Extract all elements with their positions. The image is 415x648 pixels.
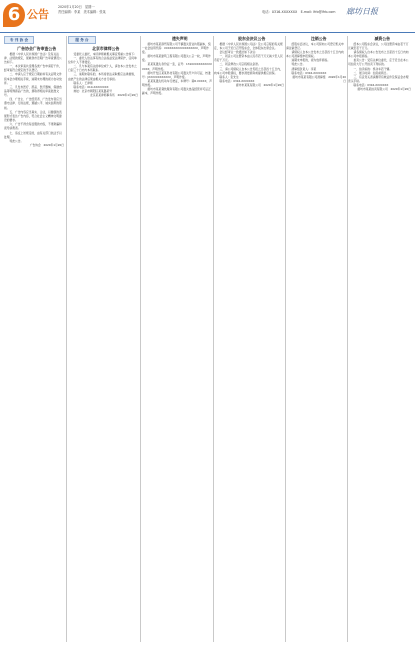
notice-paragraph: 二、同意修改公司章程相关条款。	[219, 62, 261, 67]
notice-paragraph: 请债权人自本公告发布之日起四十五日内向本公司清算组申报债权。	[286, 49, 344, 59]
column-tag: 服 务 台	[68, 36, 96, 44]
notice-title: 遗失声明	[171, 36, 188, 41]
notice-paragraph: 特此公告。	[291, 62, 306, 67]
notice-signature: 廊坊市某某有限公司清算组 2020年1月20日	[292, 74, 346, 83]
notice-paragraph: 逾期未申报的，视为放弃债权。	[291, 58, 330, 63]
notice-paragraph: 联系电话：0316-XXXXXXX	[219, 79, 255, 83]
column-3	[142, 36, 212, 644]
notice-paragraph: 特此公告。	[9, 138, 24, 143]
column-1	[4, 36, 64, 644]
notice-paragraph: 地址：北京市朝阳区某某路某号	[73, 89, 112, 93]
notice-paragraph: 二、申请人应于规定日期前持有关证明文件到本会办理相关手续，逾期未办理的视为自动放弃。	[4, 72, 62, 85]
notice-paragraph: 经股东会决议，本公司拟向公司登记机关申请注销登记。	[286, 41, 344, 50]
notice-paragraph: 一、拍卖标的：机动车若干辆。	[353, 66, 392, 71]
header-meta	[58, 5, 106, 14]
column-tag: 专 刊 协 会	[4, 36, 34, 44]
notice-paragraph: 廊坊市某某餐饮服务有限公司遗失食品经营许可证正副本，声明作废。	[142, 87, 211, 96]
notice-paragraph: 清算组负责人：李某	[291, 66, 317, 71]
notice-title: 减资公告	[374, 36, 391, 41]
notice-signature: 北京某某律师事务所 2020年1月20日	[90, 93, 138, 98]
column-divider	[66, 36, 67, 642]
notice-paragraph: 三、逾期未联系的，本所将依法采取相应法律措施，由此产生的法律后果由相关方自行承担。	[68, 72, 137, 81]
notice-paragraph: 二、展示时间：拍卖前两日。	[353, 70, 390, 75]
notice-paragraph: 拍卖公告：受有关单位委托，定于近日在本公司拍卖大厅公开拍卖下列标的。	[348, 58, 409, 67]
section-title: 公告	[27, 8, 49, 21]
notice-paragraph: 某某某遗失机动车行驶证，车牌号：冀R·XXXXX，声明作废。	[142, 79, 212, 88]
notice-title: 北京市律师公告	[92, 46, 120, 51]
notice-paragraph: 廊坊市某某商贸有限公司不慎遗失营业执照副本，统一社会信用代码：XXXXXXXXXXXXXXXXXX，声明作废。	[142, 41, 211, 54]
notice-paragraph: 一、同意公司注册资本由人民币若干万元减少至人民币若干万元。	[214, 54, 283, 63]
notice-paragraph: 联系人：张先生	[219, 74, 239, 79]
notice-paragraph: 请各债权人自本公告发布之日起四十五日内向本公司申报债权。	[348, 49, 409, 59]
notice-title: 注销公告	[310, 36, 327, 41]
notice-paragraph: 经本公司股东会决议，公司注册资本由若干万元减至若干万元。	[348, 41, 409, 50]
notice-paragraph: 联系人：王律师	[73, 80, 93, 85]
notice-signature: 廊坊市某某拍卖有限公司 2020年1月20日	[357, 87, 411, 92]
column-6	[348, 36, 411, 644]
notice-title: 股东会决议公告	[238, 36, 266, 41]
column-4	[214, 36, 284, 644]
notice-paragraph: 联系电话：0316-XXXXXXX	[353, 83, 389, 88]
header-contact: 电话：0316-XXXXXXX E-mail: lfrb@lfrb.com	[262, 10, 336, 14]
column-2	[68, 36, 138, 644]
column-divider	[140, 36, 141, 642]
notice-paragraph: 根据《中华人民共和国公司法》及公司章程的有关规定，本公司于近日召开股东会，全体股东出席会议。	[214, 41, 283, 50]
notice-paragraph: 受委托人委托，本所律师就相关事宜郑重公告如下：	[73, 51, 137, 56]
notice-signature: 广告协会 2020年1月20日	[29, 143, 64, 148]
notice-paragraph: 根据《中华人民共和国广告法》及有关法律、法规的规定，现就我市近期广告审查情况公告如下。	[4, 51, 62, 64]
notice-paragraph: 廊坊开发区某某科技有限公司遗失开户许可证，核准号：JXXXXXXXXXXXX，声明作废。	[142, 70, 211, 79]
notice-paragraph: 三、凡发布医疗、药品、医疗器械、保健食品等特殊商品广告的，须取得相关审查批准文号。	[4, 84, 62, 98]
notice-paragraph: 廊坊市某某建筑工程有限公司遗失公章一枚，声明作废。	[142, 54, 211, 63]
newspaper-brand: 廊坊日报	[346, 7, 378, 16]
notice-paragraph: 二、凡与本案有关的单位或个人，请自本公告发布之日起三十日内与本所联系。	[68, 64, 137, 73]
notice-paragraph: 联系电话：0316-XXXXXXX	[291, 70, 327, 75]
header-meta-line: 2020年1月20日 星期一	[58, 5, 95, 9]
header-divider	[0, 32, 415, 33]
notice-paragraph: 三、有意竞买者请携带有效证件及保证金办理竞买手续。	[348, 74, 409, 83]
notice-paragraph: 五、广告内容应当真实、合法，以健康的表现形式表达广告内容，符合社会主义精神文明建设的要求。	[4, 109, 62, 123]
notice-paragraph: 一、本次审查共受理各类广告申请若干件，经审查符合规定的予以登记。	[4, 64, 62, 73]
header-meta-line: 责任编辑：李某 美术编辑：张某	[58, 9, 106, 14]
page-header	[0, 0, 415, 34]
notice-title: 广告协会广告审查公告	[17, 46, 57, 51]
notice-paragraph: 三、请公司债权人自本公告见报之日起四十五日内，向本公司申报债权，要求清偿债务或提供相应担保。	[214, 66, 283, 75]
notice-paragraph: 一、委托人依法享有的合法权益受法律保护，任何单位和个人不得侵犯。	[68, 55, 137, 64]
column-5	[286, 36, 346, 644]
notice-paragraph: 六、广告不得含有虚假的内容，不得欺骗和误导消费者。	[4, 122, 62, 131]
notice-paragraph: 某某某遗失身份证一张，证号：1310XXXXXXXXXXXXXX，声明作废。	[142, 62, 212, 71]
page-number-badge: 6	[3, 3, 25, 27]
notice-paragraph: 联系电话：010-XXXXXXXX	[73, 84, 109, 89]
notice-paragraph: 会议经审议一致通过如下决议：	[219, 49, 258, 54]
notice-paragraph: 七、违反上述规定的，由有关部门依法予以处理。	[4, 130, 62, 139]
notice-paragraph: 四、广告主、广告经营者、广告发布者应当遵守法律、行政法规，遵循公平、诚实信用的原则。	[4, 97, 62, 110]
notice-signature: 廊坊市某某有限公司 2020年1月20日	[236, 83, 284, 88]
